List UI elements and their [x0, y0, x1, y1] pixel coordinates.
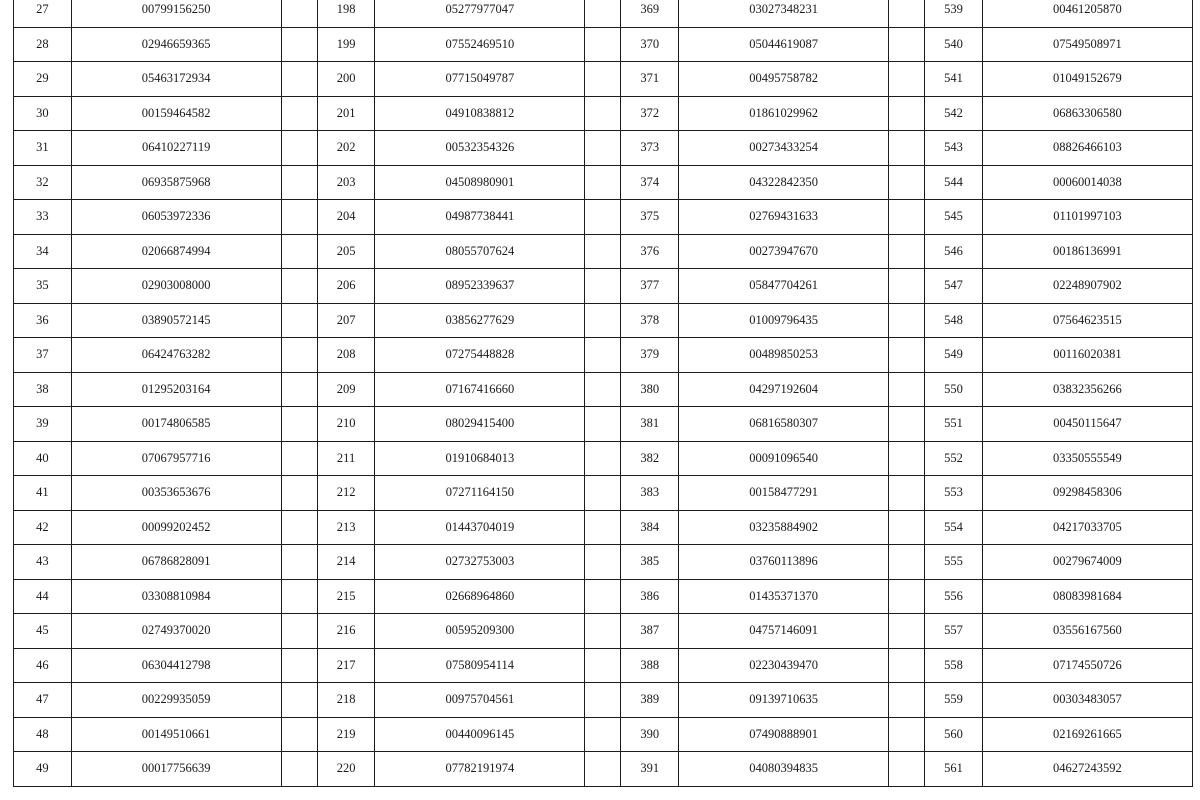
spacer-cell: [281, 131, 317, 166]
row-index-cell: 41: [14, 476, 72, 511]
spacer-cell: [889, 0, 925, 27]
spacer-cell: [281, 441, 317, 476]
number-cell: 06816580307: [679, 407, 889, 442]
row-index-cell: 200: [317, 62, 375, 97]
number-cell: 03856277629: [375, 303, 585, 338]
spacer-cell: [889, 510, 925, 545]
row-index-cell: 385: [621, 545, 679, 580]
table-row: [14, 407, 1193, 442]
row-index-cell: 377: [621, 269, 679, 304]
table-row: [14, 717, 1193, 752]
spacer-cell: [281, 234, 317, 269]
number-cell: 03350555549: [982, 441, 1192, 476]
number-cell: 04757146091: [679, 614, 889, 649]
number-cell: 03832356266: [982, 372, 1192, 407]
number-cell: 03760113896: [679, 545, 889, 580]
spacer-cell: [889, 717, 925, 752]
row-index-cell: 386: [621, 579, 679, 614]
number-cell: 02668964860: [375, 579, 585, 614]
row-index-cell: 211: [317, 441, 375, 476]
number-cell: 03556167560: [982, 614, 1192, 649]
number-table: [13, 0, 1193, 787]
number-cell: 00489850253: [679, 338, 889, 373]
spacer-cell: [585, 648, 621, 683]
table-row: [14, 62, 1193, 97]
row-index-cell: 216: [317, 614, 375, 649]
table-row: [14, 476, 1193, 511]
number-cell: 07275448828: [375, 338, 585, 373]
row-index-cell: 30: [14, 96, 72, 131]
spacer-cell: [889, 441, 925, 476]
number-cell: 02946659365: [71, 27, 281, 62]
spacer-cell: [281, 165, 317, 200]
number-cell: 08952339637: [375, 269, 585, 304]
spacer-cell: [889, 200, 925, 235]
spacer-cell: [585, 303, 621, 338]
row-index-cell: 376: [621, 234, 679, 269]
number-cell: 04910838812: [375, 96, 585, 131]
number-cell: 07564623515: [982, 303, 1192, 338]
row-index-cell: 37: [14, 338, 72, 373]
row-index-cell: 544: [925, 165, 983, 200]
spacer-cell: [281, 717, 317, 752]
row-index-cell: 555: [925, 545, 983, 580]
row-index-cell: 547: [925, 269, 983, 304]
row-index-cell: 219: [317, 717, 375, 752]
number-cell: 02903008000: [71, 269, 281, 304]
number-cell: 00091096540: [679, 441, 889, 476]
row-index-cell: 205: [317, 234, 375, 269]
number-cell: 07167416660: [375, 372, 585, 407]
table-body: [14, 0, 1193, 786]
number-cell: 00149510661: [71, 717, 281, 752]
number-cell: 07782191974: [375, 752, 585, 787]
number-cell: 02732753003: [375, 545, 585, 580]
table-row: [14, 441, 1193, 476]
number-cell: 01861029962: [679, 96, 889, 131]
table-row: [14, 510, 1193, 545]
row-index-cell: 207: [317, 303, 375, 338]
row-index-cell: 560: [925, 717, 983, 752]
spacer-cell: [281, 752, 317, 787]
spacer-cell: [889, 579, 925, 614]
spacer-cell: [889, 683, 925, 718]
row-index-cell: 381: [621, 407, 679, 442]
row-index-cell: 38: [14, 372, 72, 407]
table-row: [14, 234, 1193, 269]
row-index-cell: 390: [621, 717, 679, 752]
row-index-cell: 374: [621, 165, 679, 200]
number-cell: 04627243592: [982, 752, 1192, 787]
row-index-cell: 29: [14, 62, 72, 97]
spacer-cell: [585, 441, 621, 476]
spacer-cell: [585, 269, 621, 304]
table-row: [14, 303, 1193, 338]
number-cell: 00450115647: [982, 407, 1192, 442]
spacer-cell: [585, 200, 621, 235]
row-index-cell: 33: [14, 200, 72, 235]
row-index-cell: 46: [14, 648, 72, 683]
number-cell: 05463172934: [71, 62, 281, 97]
number-cell: 07174550726: [982, 648, 1192, 683]
row-index-cell: 539: [925, 0, 983, 27]
row-index-cell: 384: [621, 510, 679, 545]
table-row: [14, 648, 1193, 683]
spacer-cell: [281, 683, 317, 718]
number-cell: 02230439470: [679, 648, 889, 683]
spacer-cell: [585, 27, 621, 62]
spacer-cell: [585, 131, 621, 166]
spacer-cell: [585, 62, 621, 97]
row-index-cell: 199: [317, 27, 375, 62]
spacer-cell: [585, 165, 621, 200]
number-cell: 02248907902: [982, 269, 1192, 304]
spacer-cell: [585, 372, 621, 407]
spacer-cell: [889, 545, 925, 580]
row-index-cell: 36: [14, 303, 72, 338]
number-cell: 01910684013: [375, 441, 585, 476]
row-index-cell: 546: [925, 234, 983, 269]
number-cell: 06863306580: [982, 96, 1192, 131]
spacer-cell: [889, 338, 925, 373]
spacer-cell: [281, 614, 317, 649]
row-index-cell: 369: [621, 0, 679, 27]
number-cell: 02169261665: [982, 717, 1192, 752]
number-cell: 09139710635: [679, 683, 889, 718]
row-index-cell: 559: [925, 683, 983, 718]
row-index-cell: 28: [14, 27, 72, 62]
row-index-cell: 388: [621, 648, 679, 683]
row-index-cell: 209: [317, 372, 375, 407]
spacer-cell: [281, 27, 317, 62]
row-index-cell: 545: [925, 200, 983, 235]
number-cell: 00353653676: [71, 476, 281, 511]
spacer-cell: [889, 165, 925, 200]
number-cell: 00279674009: [982, 545, 1192, 580]
spacer-cell: [889, 269, 925, 304]
row-index-cell: 552: [925, 441, 983, 476]
row-index-cell: 548: [925, 303, 983, 338]
row-index-cell: 383: [621, 476, 679, 511]
table-row: [14, 27, 1193, 62]
spacer-cell: [889, 234, 925, 269]
row-index-cell: 203: [317, 165, 375, 200]
number-cell: 06935875968: [71, 165, 281, 200]
number-cell: 00440096145: [375, 717, 585, 752]
row-index-cell: 550: [925, 372, 983, 407]
number-cell: 06424763282: [71, 338, 281, 373]
row-index-cell: 561: [925, 752, 983, 787]
row-index-cell: 558: [925, 648, 983, 683]
table-row: [14, 165, 1193, 200]
number-cell: 00495758782: [679, 62, 889, 97]
row-index-cell: 542: [925, 96, 983, 131]
spacer-cell: [281, 0, 317, 27]
spacer-cell: [585, 96, 621, 131]
number-cell: 00017756639: [71, 752, 281, 787]
spacer-cell: [585, 683, 621, 718]
table-row: [14, 545, 1193, 580]
number-cell: 00461205870: [982, 0, 1192, 27]
number-cell: 04508980901: [375, 165, 585, 200]
row-index-cell: 551: [925, 407, 983, 442]
number-cell: 08029415400: [375, 407, 585, 442]
spacer-cell: [281, 269, 317, 304]
row-index-cell: 40: [14, 441, 72, 476]
number-cell: 00158477291: [679, 476, 889, 511]
row-index-cell: 213: [317, 510, 375, 545]
spacer-cell: [585, 614, 621, 649]
number-cell: 05044619087: [679, 27, 889, 62]
spacer-cell: [585, 407, 621, 442]
row-index-cell: 208: [317, 338, 375, 373]
table-row: [14, 0, 1193, 27]
number-cell: 06786828091: [71, 545, 281, 580]
spacer-cell: [281, 476, 317, 511]
spacer-cell: [889, 96, 925, 131]
number-cell: 04080394835: [679, 752, 889, 787]
row-index-cell: 554: [925, 510, 983, 545]
number-cell: 06304412798: [71, 648, 281, 683]
number-cell: 05847704261: [679, 269, 889, 304]
spacer-cell: [889, 27, 925, 62]
row-index-cell: 202: [317, 131, 375, 166]
row-index-cell: 373: [621, 131, 679, 166]
row-index-cell: 553: [925, 476, 983, 511]
number-cell: 04297192604: [679, 372, 889, 407]
row-index-cell: 48: [14, 717, 72, 752]
row-index-cell: 543: [925, 131, 983, 166]
row-index-cell: 49: [14, 752, 72, 787]
spacer-cell: [281, 200, 317, 235]
row-index-cell: 43: [14, 545, 72, 580]
row-index-cell: 371: [621, 62, 679, 97]
number-cell: 00174806585: [71, 407, 281, 442]
number-cell: 06410227119: [71, 131, 281, 166]
spacer-cell: [281, 96, 317, 131]
spacer-cell: [889, 372, 925, 407]
spacer-cell: [889, 476, 925, 511]
spacer-cell: [889, 62, 925, 97]
number-cell: 07580954114: [375, 648, 585, 683]
row-index-cell: 27: [14, 0, 72, 27]
number-cell: 02066874994: [71, 234, 281, 269]
spacer-cell: [281, 303, 317, 338]
row-index-cell: 391: [621, 752, 679, 787]
spacer-cell: [585, 717, 621, 752]
row-index-cell: 212: [317, 476, 375, 511]
table-row: [14, 614, 1193, 649]
spacer-cell: [889, 648, 925, 683]
number-cell: 00186136991: [982, 234, 1192, 269]
spacer-cell: [281, 62, 317, 97]
number-cell: 01101997103: [982, 200, 1192, 235]
row-index-cell: 378: [621, 303, 679, 338]
spacer-cell: [889, 303, 925, 338]
row-index-cell: 372: [621, 96, 679, 131]
row-index-cell: 556: [925, 579, 983, 614]
spacer-cell: [281, 407, 317, 442]
number-cell: 03890572145: [71, 303, 281, 338]
number-cell: 05277977047: [375, 0, 585, 27]
row-index-cell: 206: [317, 269, 375, 304]
row-index-cell: 44: [14, 579, 72, 614]
number-cell: 08826466103: [982, 131, 1192, 166]
table-row: [14, 269, 1193, 304]
row-index-cell: 204: [317, 200, 375, 235]
row-index-cell: 218: [317, 683, 375, 718]
row-index-cell: 220: [317, 752, 375, 787]
row-index-cell: 375: [621, 200, 679, 235]
number-cell: 09298458306: [982, 476, 1192, 511]
number-cell: 00532354326: [375, 131, 585, 166]
number-cell: 00303483057: [982, 683, 1192, 718]
row-index-cell: 380: [621, 372, 679, 407]
row-index-cell: 549: [925, 338, 983, 373]
table-row: [14, 131, 1193, 166]
number-cell: 00273433254: [679, 131, 889, 166]
spacer-cell: [281, 338, 317, 373]
number-cell: 02749370020: [71, 614, 281, 649]
number-cell: 04217033705: [982, 510, 1192, 545]
spacer-cell: [585, 545, 621, 580]
number-cell: 01049152679: [982, 62, 1192, 97]
row-index-cell: 214: [317, 545, 375, 580]
row-index-cell: 210: [317, 407, 375, 442]
row-index-cell: 217: [317, 648, 375, 683]
table-row: [14, 752, 1193, 787]
row-index-cell: 540: [925, 27, 983, 62]
table-row: [14, 579, 1193, 614]
number-cell: 08083981684: [982, 579, 1192, 614]
number-cell: 07067957716: [71, 441, 281, 476]
number-cell: 01295203164: [71, 372, 281, 407]
number-cell: 00229935059: [71, 683, 281, 718]
number-cell: 02769431633: [679, 200, 889, 235]
number-cell: 00159464582: [71, 96, 281, 131]
spacer-cell: [889, 614, 925, 649]
spacer-cell: [585, 476, 621, 511]
spacer-cell: [281, 545, 317, 580]
table-row: [14, 200, 1193, 235]
number-cell: 06053972336: [71, 200, 281, 235]
number-cell: 07490888901: [679, 717, 889, 752]
row-index-cell: 389: [621, 683, 679, 718]
row-index-cell: 215: [317, 579, 375, 614]
row-index-cell: 379: [621, 338, 679, 373]
number-cell: 03235884902: [679, 510, 889, 545]
spacer-cell: [585, 0, 621, 27]
number-cell: 07549508971: [982, 27, 1192, 62]
spacer-cell: [889, 131, 925, 166]
number-cell: 03027348231: [679, 0, 889, 27]
number-cell: 00116020381: [982, 338, 1192, 373]
table-row: [14, 372, 1193, 407]
number-cell: 03308810984: [71, 579, 281, 614]
number-cell: 07715049787: [375, 62, 585, 97]
spacer-cell: [281, 510, 317, 545]
table-row: [14, 96, 1193, 131]
spacer-cell: [889, 407, 925, 442]
number-cell: 00799156250: [71, 0, 281, 27]
row-index-cell: 370: [621, 27, 679, 62]
number-cell: 01443704019: [375, 510, 585, 545]
number-cell: 00975704561: [375, 683, 585, 718]
number-cell: 00595209300: [375, 614, 585, 649]
spacer-cell: [889, 752, 925, 787]
row-index-cell: 32: [14, 165, 72, 200]
spacer-cell: [585, 752, 621, 787]
spacer-cell: [281, 648, 317, 683]
number-cell: 00060014038: [982, 165, 1192, 200]
table-row: [14, 338, 1193, 373]
row-index-cell: 34: [14, 234, 72, 269]
number-cell: 08055707624: [375, 234, 585, 269]
number-cell: 07552469510: [375, 27, 585, 62]
row-index-cell: 45: [14, 614, 72, 649]
spacer-cell: [281, 372, 317, 407]
number-cell: 01435371370: [679, 579, 889, 614]
row-index-cell: 557: [925, 614, 983, 649]
number-cell: 07271164150: [375, 476, 585, 511]
number-cell: 04322842350: [679, 165, 889, 200]
spacer-cell: [281, 579, 317, 614]
row-index-cell: 382: [621, 441, 679, 476]
row-index-cell: 541: [925, 62, 983, 97]
table-row: [14, 683, 1193, 718]
row-index-cell: 201: [317, 96, 375, 131]
number-cell: 01009796435: [679, 303, 889, 338]
spacer-cell: [585, 579, 621, 614]
spacer-cell: [585, 234, 621, 269]
row-index-cell: 35: [14, 269, 72, 304]
number-cell: 04987738441: [375, 200, 585, 235]
row-index-cell: 47: [14, 683, 72, 718]
spacer-cell: [585, 338, 621, 373]
row-index-cell: 31: [14, 131, 72, 166]
number-cell: 00099202452: [71, 510, 281, 545]
number-cell: 00273947670: [679, 234, 889, 269]
spacer-cell: [585, 510, 621, 545]
row-index-cell: 39: [14, 407, 72, 442]
row-index-cell: 387: [621, 614, 679, 649]
row-index-cell: 42: [14, 510, 72, 545]
row-index-cell: 198: [317, 0, 375, 27]
